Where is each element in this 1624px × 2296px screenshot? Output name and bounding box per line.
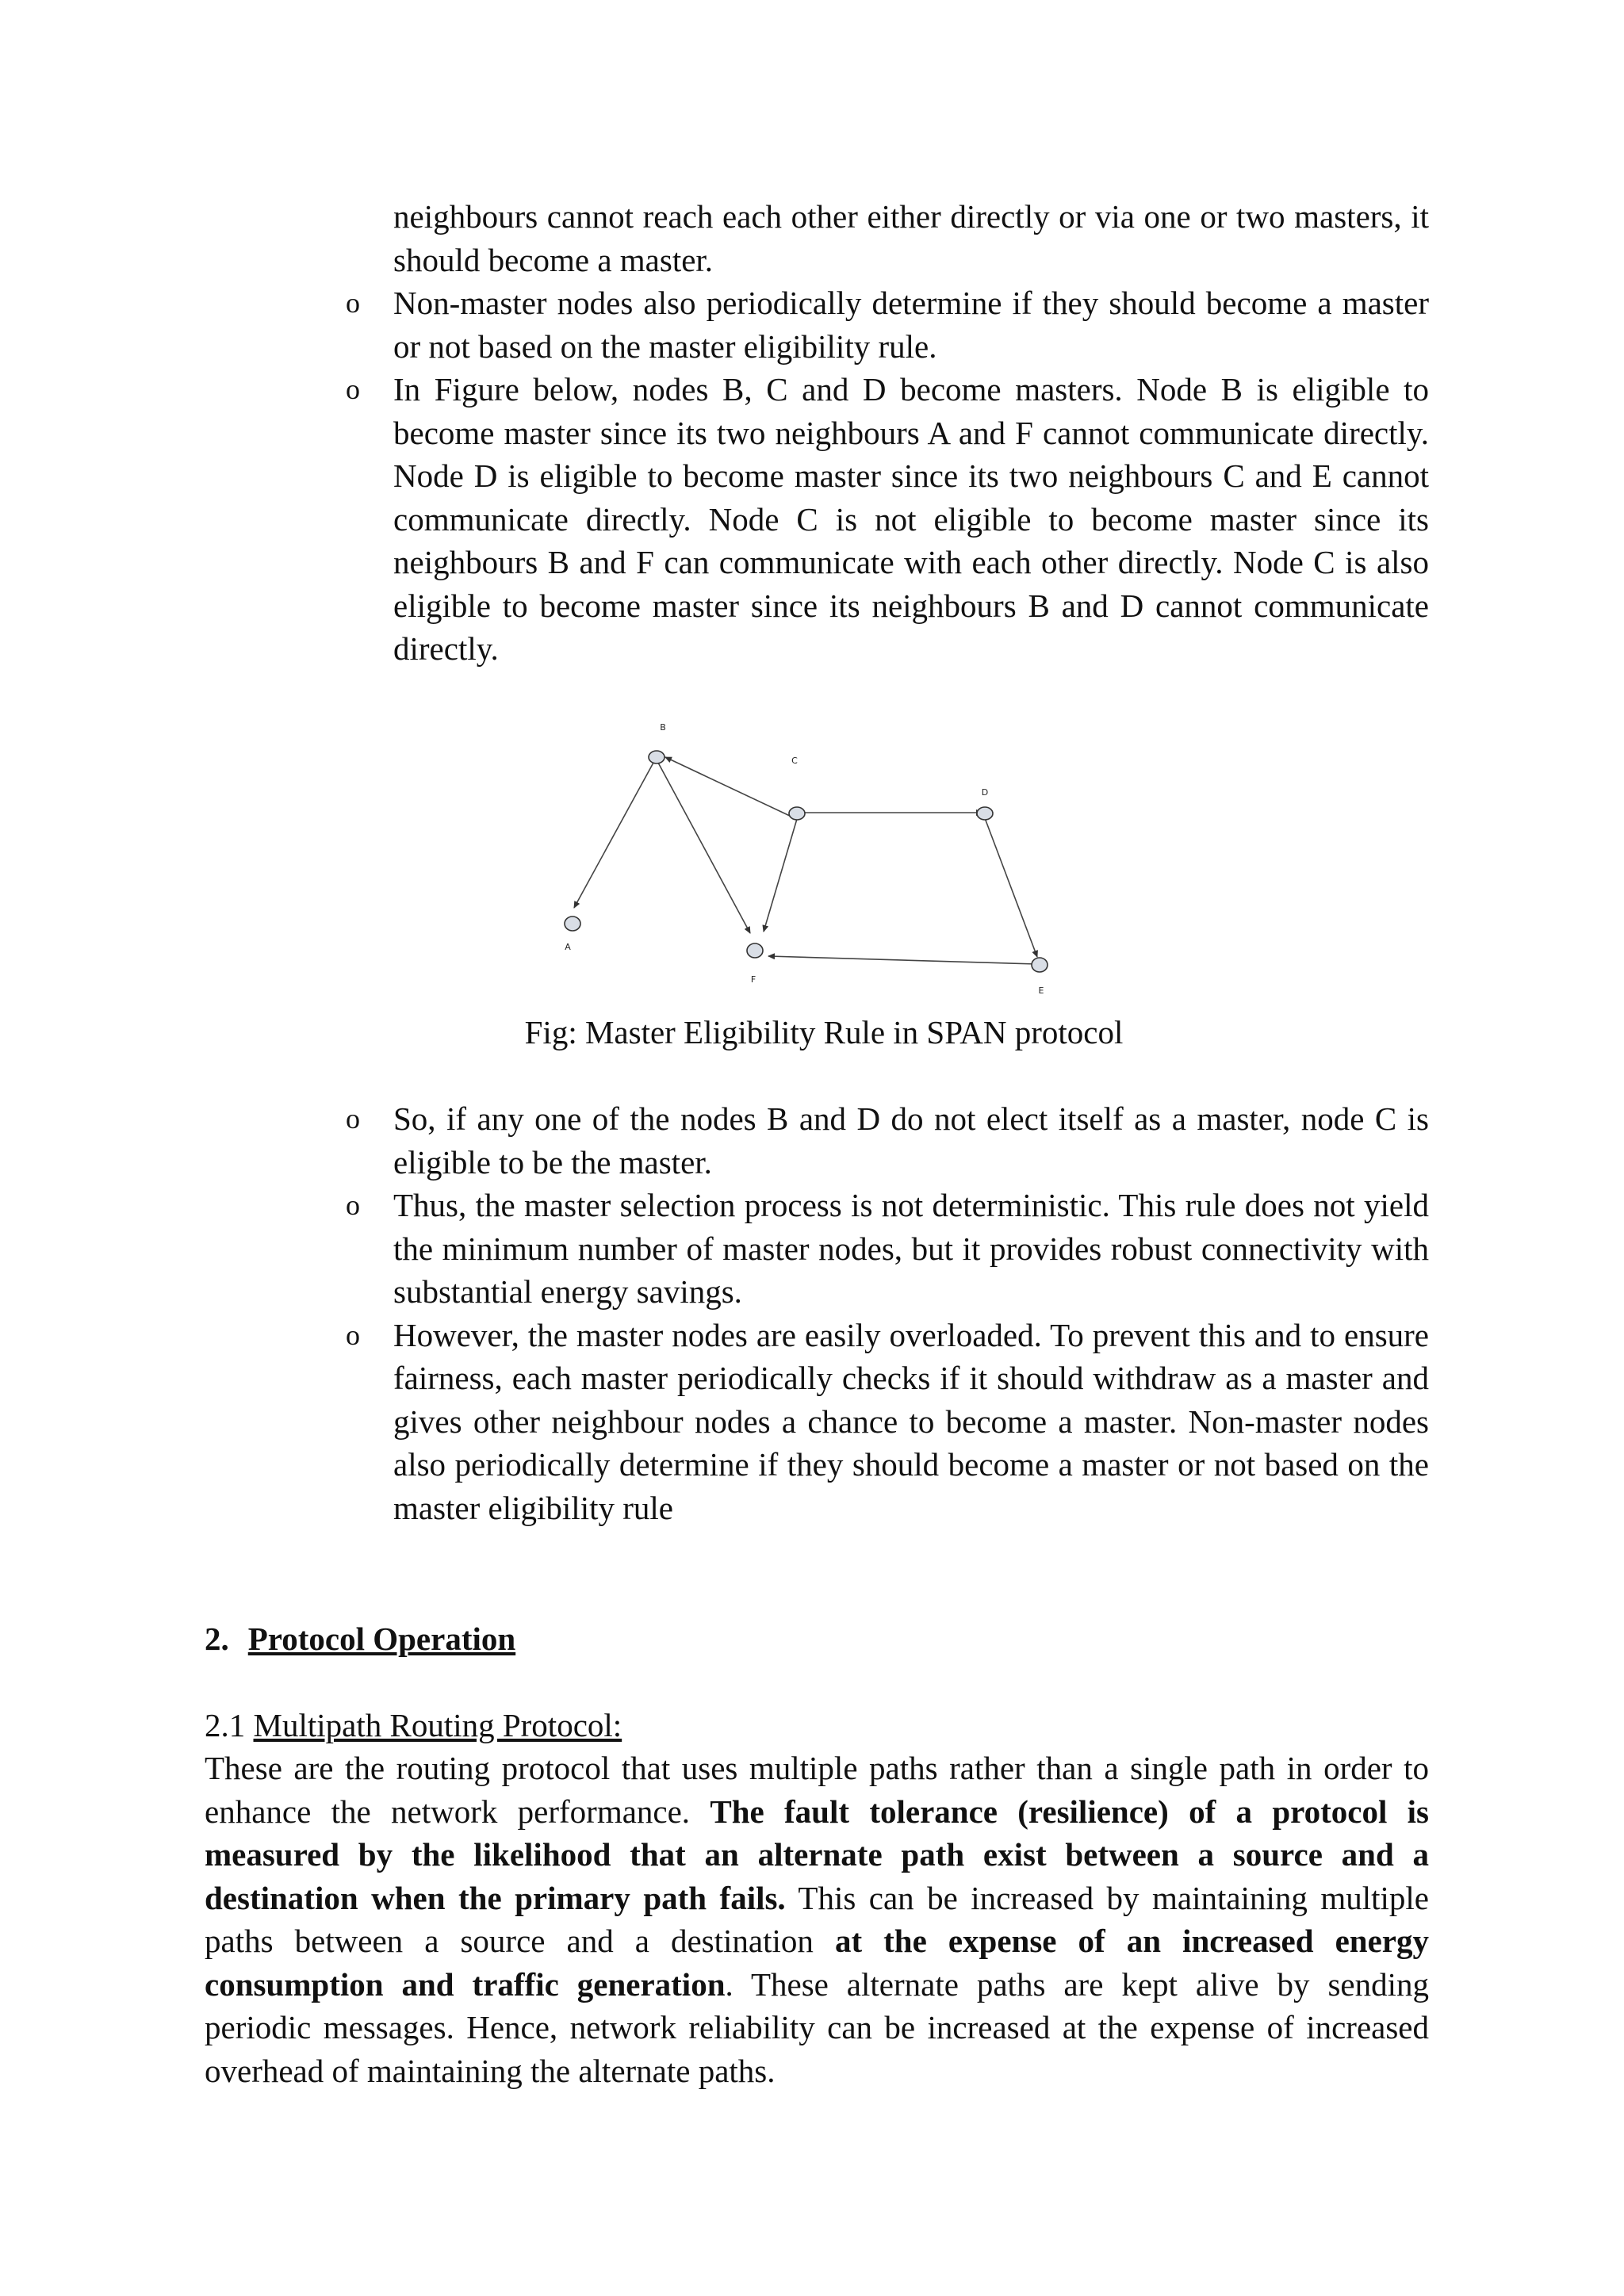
bullet-marker: o [346,1318,360,1351]
list-item-text: In Figure below, nodes B, C and D become masters. Node B is eligible to become master since its two neighbours A and F cannot communicate directly. Node D is eligible to become master since its two neighbours C and E cannot communicate directly. Node C is not eligible to become master since its neighbours B and F can communicate with each other directly. Node C is also eligible to become master since its neighbours B and D cannot communicate directly. [393,371,1429,667]
paragraph-text: This can be increased by maintaining multiple paths between a source and a destination [205,1879,1429,1959]
edge-b-a [574,763,653,908]
section-heading [205,1617,515,1661]
list-item [341,1314,1429,1530]
list-item-text: Non-master nodes also periodically determine if they should become a master or not based on the master eligibility rule. [393,285,1429,365]
node-label-b: B [660,722,666,733]
list-item-text: However, the master nodes are easily overloaded. To prevent this and to ensure fairness, each master periodically checks if it should withdraw as a master and gives other neighbour nodes a chance to become a master. Non-master nodes also periodically determine if they should become a master or not based on the master eligibility rule [393,1316,1429,1526]
list-item [341,368,1429,671]
bullet-list-1 [341,281,1429,671]
edge-d-e [985,818,1037,957]
paragraph-text: . These alternate paths are kept alive by sending periodic messages. Hence, network reliability can be increased at the expense of increased overhead of maintaining the alternate paths. [205,1965,1429,2089]
subsection-number: 2.1 [205,1707,246,1743]
edge-b-f [658,763,750,933]
edge-c-b [665,757,791,817]
span-network-figure [546,710,1061,1003]
body-paragraph [205,1747,1429,2092]
node-label-f: F [750,974,756,985]
bullet-list-2 [341,1097,1429,1529]
network-diagram [546,710,1061,1003]
list-item [341,1184,1429,1314]
bullet-marker: o [346,1189,360,1221]
edge-c-f [764,819,797,932]
node-e [1032,958,1048,972]
bullet-marker: o [346,1103,360,1135]
subsection-title: Multipath Routing Protocol: [253,1707,622,1743]
list-item [341,1097,1429,1184]
node-f [747,943,763,958]
section-number: 2. [205,1621,229,1657]
edge-e-f [768,956,1036,964]
node-label-d: D [981,787,989,798]
paragraph-bold-text: at the expense of an increased energy consumption and traffic generation [205,1923,1429,2003]
figure-caption: Fig: Master Eligibility Rule in SPAN protocol [524,1014,1124,1050]
section-title: Protocol Operation [247,1621,516,1657]
bullet-marker: o [346,373,360,405]
node-a [565,916,580,931]
node-label-a: A [565,942,571,952]
paragraph-bold-text: The fault tolerance (resilience) of a protocol is measured by the likelihood that an alternate path exist between a source and a destination when the primary path fails. [205,1793,1429,1916]
subsection-heading [205,1704,622,1747]
node-d [977,807,993,820]
node-c [789,807,805,820]
list-item-text: Thus, the master selection process is not deterministic. This rule does not yield the minimum number of master nodes, but it provides robust connectivity with substantial energy savings. [393,1187,1429,1310]
node-b [649,751,665,763]
continuation-paragraph: neighbours cannot reach each other either directly or via one or two masters, it should become a master. [393,198,1429,278]
list-item-text: So, if any one of the nodes B and D do not elect itself as a master, node C is eligible to be the master. [393,1100,1429,1181]
list-item [341,281,1429,368]
paragraph-text: These are the routing protocol that uses multiple paths rather than a single path in order to enhance the network performance. [205,1750,1429,1830]
node-label-e: E [1038,985,1044,996]
node-label-c: C [791,756,798,766]
bullet-marker: o [346,287,360,319]
